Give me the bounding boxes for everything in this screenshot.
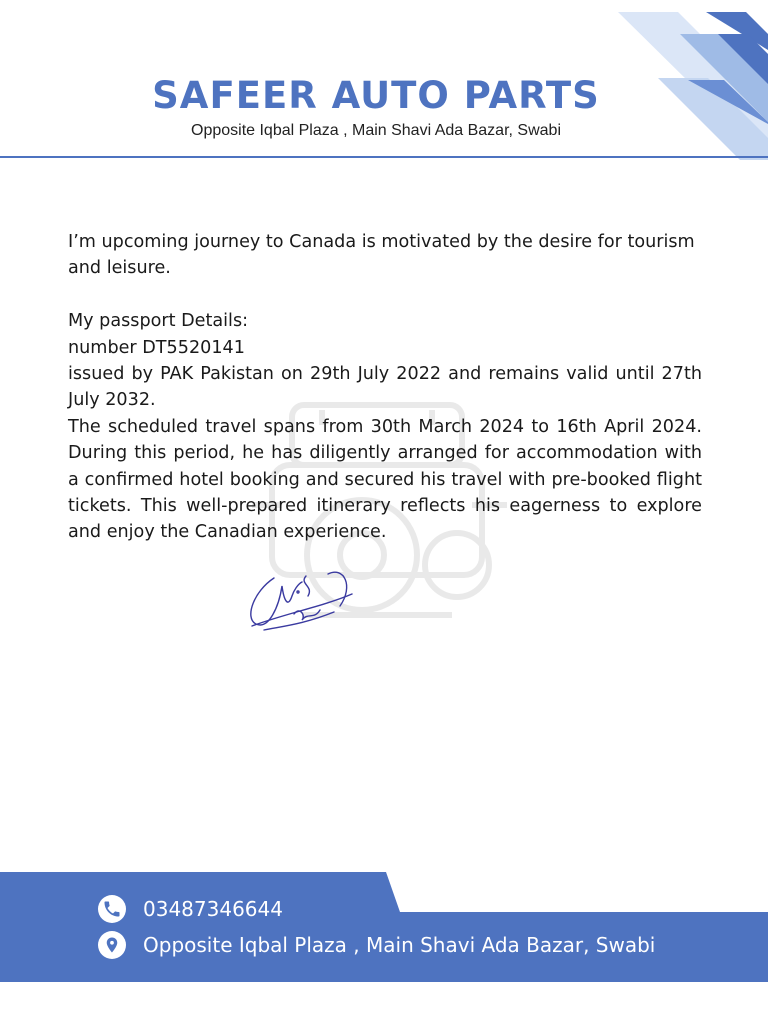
footer-notch <box>386 872 768 912</box>
passport-number: number DT5520141 <box>68 337 245 358</box>
footer-address <box>98 931 655 959</box>
location-pin-icon <box>98 931 126 959</box>
handwritten-signature <box>244 566 356 636</box>
travel-paragraph: The scheduled travel spans from 30th March 2024 to 16th April 2024. During this period, he has diligently arranged for accommodation with a confirmed hotel booking and secured his travel with pre-booked flight tickets. This well-prepared itinerary reflects his eagerness to explore and enjoy the Canadian experience. <box>68 416 702 543</box>
footer-address-text: Opposite Iqbal Plaza , Main Shavi Ada Bazar, Swabi <box>143 933 656 957</box>
header-address: Opposite Iqbal Plaza , Main Shavi Ada Bazar, Swabi <box>191 122 561 139</box>
phone-icon <box>98 895 126 923</box>
paragraph-gap <box>68 282 702 308</box>
footer-phone-number: 03487346644 <box>143 897 283 921</box>
letter-body <box>68 229 702 546</box>
footer-phone <box>98 895 283 923</box>
company-name: SAFEER AUTO PARTS <box>152 74 600 117</box>
header-divider <box>0 156 768 158</box>
passport-issue: issued by PAK Pakistan on 29th July 2022 and remains valid until 27th July 2032. <box>68 364 702 411</box>
passport-heading: My passport Details: <box>68 311 249 332</box>
intro-paragraph: I’m upcoming journey to Canada is motivated by the desire for tourism and leisure. <box>68 232 695 279</box>
